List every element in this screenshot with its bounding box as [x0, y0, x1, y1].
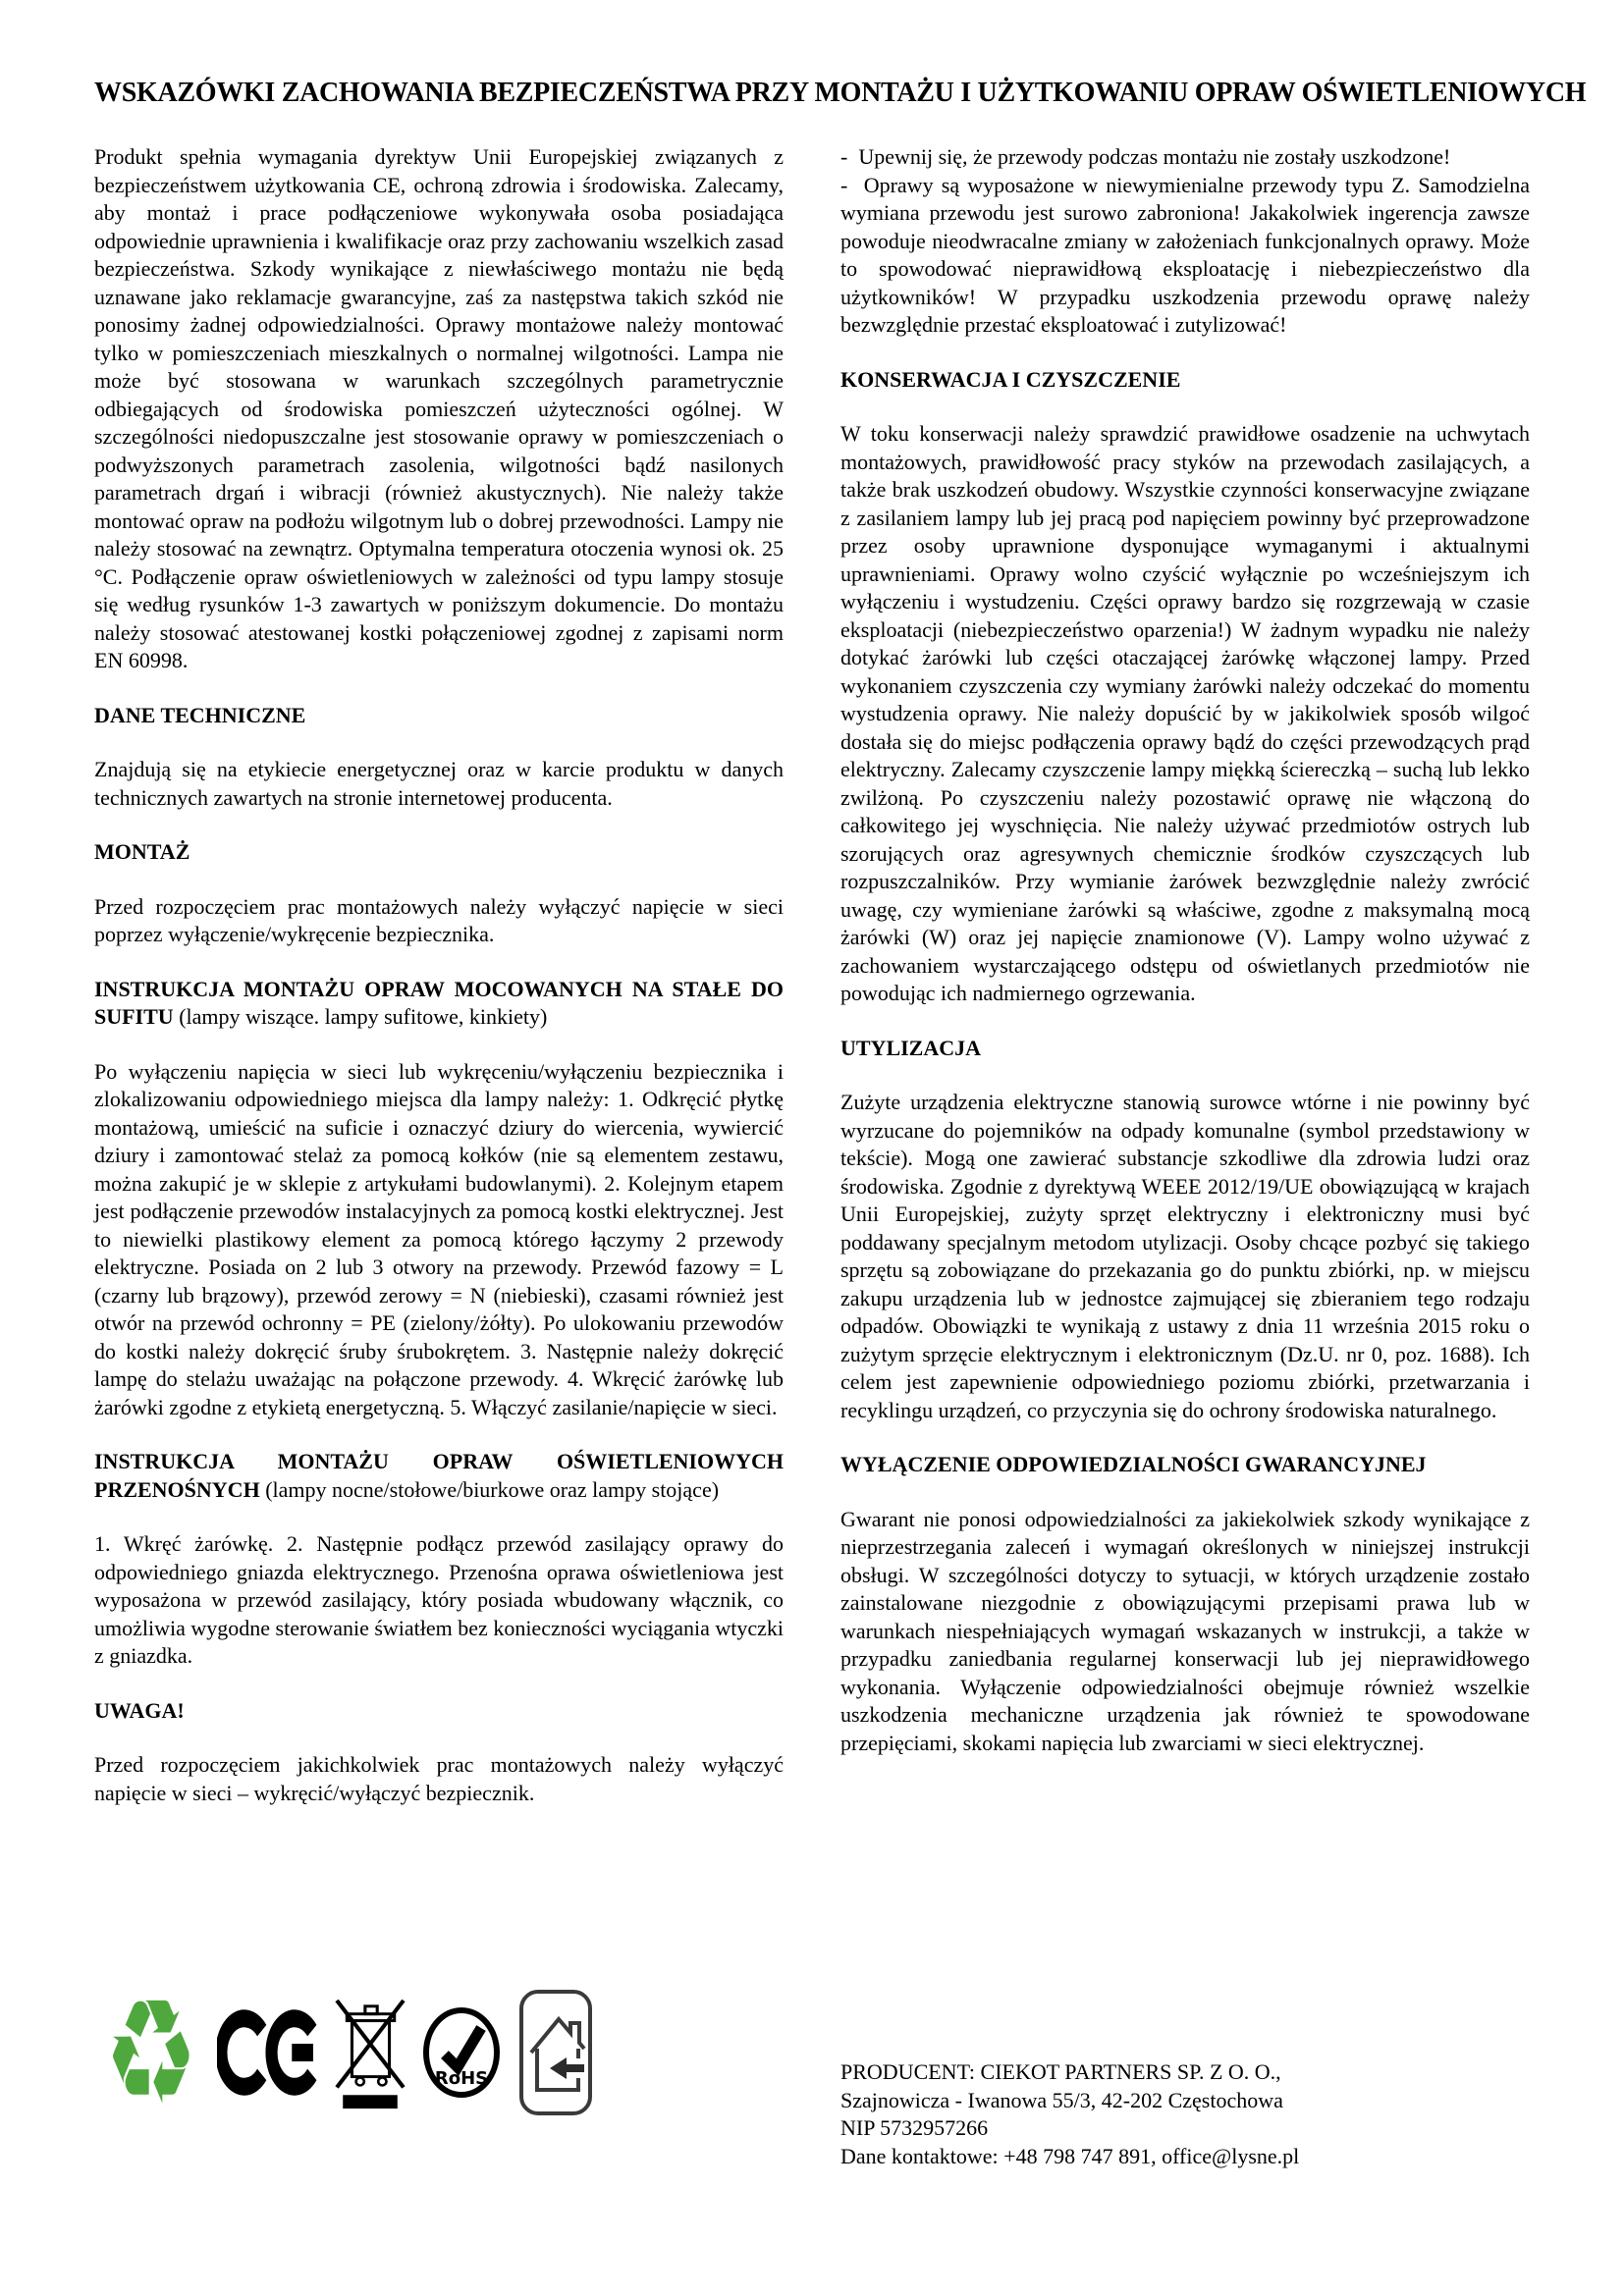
producer-address: Szajnowicza - Iwanowa 55/3, 42-202 Częstochowa: [840, 2087, 1283, 2112]
heading-montaz: MONTAŻ: [94, 839, 190, 864]
producer-name: PRODUCENT: CIEKOT PARTNERS SP. Z O. O.,: [840, 2059, 1281, 2084]
producer-contact: Dane kontaktowe: +48 798 747 891, office@lysne.pl: [840, 2143, 1300, 2168]
left-column: [94, 143, 784, 2210]
dane-techniczne-paragraph: Znajdują się na etykiecie energetycznej oraz w karcie produktu w danych technicznych zawartych na stronie internetowej producenta.: [94, 757, 784, 810]
rohs-label: RoHS: [434, 2068, 488, 2089]
heading-instrukcja-przenosne-bold: INSTRUKCJA MONTAŻU OPRAW OŚWIETLENIOWYCH PRZENOŚNYCH: [94, 1449, 784, 1502]
indoor-use-icon: [517, 1988, 594, 2117]
recycling-icon: ♻: [104, 1968, 198, 2137]
wylaczenie-paragraph: Gwarant nie ponosi odpowiedzialności za jakiekolwiek szkody wynikające z nieprzestrzegania zaleceń i wymagań określonych w niniejszej instrukcji obsługi. W szczególności dotyczy to sytuacji, w których urządzenie zostało zainstalowane niezgodnie z obowiązującymi przepisami prawa lub w warunkach niespełniających wymagań wskazanych w instrukcji, a także w przypadku zaniedbania regularnej konserwacji lub jej nieprawidłowego wykonania. Wyłączenie odpowiedzialności obejmuje również wszelkie uszkodzenia mechaniczne urządzenia jak również te spowodowane przepięciami, skokami napięcia lub zwarciami w sieci elektrycznej.: [840, 1506, 1530, 1755]
uwaga-paragraph: Przed rozpoczęciem jakichkolwiek prac montażowych należy wyłączyć napięcie w sieci – wykręcić/wyłączyć bezpiecznik.: [94, 1752, 784, 1805]
instrukcja-sufit-paragraph: Po wyłączeniu napięcia w sieci lub wykręceniu/wyłączeniu bezpiecznika i zlokalizowaniu odpowiedniego miejsca dla lampy należy: 1. Odkręcić płytkę montażową, umieścić na suficie i oznaczyć dziury do wiercenia, wywiercić dziury i zamontować stelaż za pomocą kołków (nie są elementem zestawu, można zakupić je w sklepie z artykułami budowlanymi). 2. Kolejnym etapem jest podłączenie przewodów instalacyjnych za pomocą kostki elektrycznej. Jest to niewielki plastikowy element za pomocą którego łączymy 2 przewody elektryczne. Posiada on 2 lub 3 otwory na przewody. Przewód fazowy = L (czarny lub brązowy), przewód zerowy = N (niebieski), czasami również jest otwór na przewód ochronny = PE (zielony/żółty). Po ulokowaniu przewodów do kostki należy dokręcić śruby śrubokrętem. 3. Następnie należy dokręcić lampę do stelażu uważając na połączone przewody. 4. Wkręcić żarówkę lub żarówki zgodne z etykietą energetyczną. 5. Włączyć zasilanie/napięcie w sieci.: [94, 1058, 784, 1419]
heading-instrukcja-sufit-bold: INSTRUKCJA MONTAŻU OPRAW MOCOWANYCH NA STAŁE DO SUFITU: [94, 976, 784, 1029]
two-column-layout: [94, 143, 1530, 2210]
heading-dane-techniczne: DANE TECHNICZNE: [94, 702, 306, 727]
heading-instrukcja-przenosne-subtitle: (lampy nocne/stołowe/biurkowe oraz lampy stojące): [259, 1476, 720, 1502]
heading-instrukcja-sufit: [94, 976, 784, 1032]
heading-utylizacja: UTYLIZACJA: [840, 1035, 982, 1060]
heading-uwaga: UWAGA!: [94, 1697, 185, 1723]
heading-instrukcja-przenosne: [94, 1448, 784, 1504]
ce-mark-icon: [217, 2008, 319, 2097]
weee-crossed-bin-icon: [335, 1995, 406, 2110]
heading-wylaczenie-odpowiedzialnosci: WYŁĄCZENIE ODPOWIEDZIALNOŚCI GWARANCYJNEJ: [840, 1452, 1427, 1476]
page-title: WSKAZÓWKI ZACHOWANIA BEZPIECZEŃSTWA PRZY MONTAŻU I UŻYTKOWANIU OPRAW OŚWIETLENIOWYCH: [94, 78, 1587, 108]
intro-paragraph: Produkt spełnia wymagania dyrektyw Unii Europejskiej związanych z bezpieczeństwem użytkowania CE, ochroną zdrowia i środowiska. Zalecamy, aby montaż i prace podłączeniowe wykonywała osoba posiadająca odpowiednie uprawnienia i kwalifikacje oraz przy zachowaniu wszelkich zasad bezpieczeństwa. Szkody wynikające z niewłaściwego montażu nie będą uznawane jako reklamacje gwarancyjne, zaś za następstwa takich szkód nie ponosimy żadnej odpowiedzialności. Oprawy montażowe należy montować tylko w pomieszczeniach mieszkalnych o normalnej wilgotności. Lampa nie może być stosowana w warunkach szczególnych parametrycznie odbiegających od środowiska pomieszczeń użyteczności ogólnej. W szczególności niedopuszczalne jest stosowanie oprawy w pomieszczeniach o podwyższonych parametrach zasolenia, wilgotności bądź nasilonych parametrach drgań i wibracji (również akustycznych). Nie należy także montować opraw na podłożu wilgotnym lub o dobrej przewodności. Lampy nie należy stosować na zewnątrz. Optymalna temperatura otoczenia wynosi ok. 25 °C. Podłączenie opraw oświetleniowych w zależności od typu lampy stosuje się według rysunków 1-3 zawartych w poniższym dokumencie. Do montażu należy stosować atestowanej kostki połączeniowej zgodnej z zapisami norm EN 60998.: [94, 144, 784, 672]
bullet-oprawy-paragraph: - Oprawy są wyposażone w niewymienialne przewody typu Z. Samodzielna wymiana przewodu jest surowo zabroniona! Jakakolwiek ingerencja zawsze powoduje nieodwracalne zmiany w założeniach funkcjonalnych oprawy. Może to spowodować nieprawidłową eksploatację i niebezpieczeństwo dla użytkowników! W przypadku uszkodzenia przewodu oprawę należy bezwzględnie przestać eksploatować i zutylizować!: [840, 172, 1530, 337]
producer-nip: NIP 5732957266: [840, 2115, 989, 2140]
certification-logos-row: [94, 1968, 784, 2137]
right-column: [840, 143, 1530, 2210]
heading-konserwacja: KONSERWACJA I CZYSZCZENIE: [840, 366, 1181, 392]
instrukcja-przenosne-paragraph: 1. Wkręć żarówkę. 2. Następnie podłącz przewód zasilający oprawy do odpowiedniego gniazda elektrycznego. Przenośna oprawa oświetleniowa jest wyposażona w przewód zasilający, który posiada wbudowany włącznik, co umożliwia wygodne sterowanie światłem bez konieczności wyciągania wtyczki z gniazdka.: [94, 1531, 784, 1668]
producer-info-block: [840, 2058, 1530, 2170]
montaz-paragraph: Przed rozpoczęciem prac montażowych należy wyłączyć napięcie w sieci poprzez wyłączenie/wykręcenie bezpiecznika.: [94, 893, 784, 946]
bullet-przewody-paragraph: - Upewnij się, że przewody podczas montażu nie zostały uszkodzone!: [840, 144, 1451, 169]
konserwacja-paragraph: W toku konserwacji należy sprawdzić prawidłowe osadzenie na uchwytach montażowych, prawidłowość pracy styków na przewodach zasilających, a także brak uszkodzeń obudowy. Wszystkie czynności konserwacyjne związane z zasilaniem lampy lub jej pracą pod napięciem powinny być przeprowadzone przez osoby uprawnione dysponujące wymaganymi i aktualnymi uprawnieniami. Oprawy wolno czyścić wyłącznie po wcześniejszym ich wyłączeniu i wystudzeniu. Części oprawy bardzo się rozgrzewają w czasie eksploatacji (niebezpieczeństwo oparzenia!) W żadnym wypadku nie należy dotykać żarówki lub części otaczającej żarówkę włączonej lampy. Przed wykonaniem czyszczenia czy wymiany żarówki należy odczekać do momentu wystudzenia oprawy. Nie należy dopuścić by w jakikolwiek sposób wilgoć dostała się do miejsc podłączenia oprawy bądź do części przewodzących prąd elektryczny. Zalecamy czyszczenie lampy miękką ściereczką – suchą lub lekko zwilżoną. Po czyszczeniu należy pozostawić oprawę nie włączoną do całkowitego jej wyschnięcia. Nie należy używać przedmiotów ostrych lub szorujących oraz agresywnych chemicznie środków czyszczących lub rozpuszczalników. Przy wymianie żarówek bezwzględnie należy zwrócić uwagę, czy wymieniane żarówki są właściwe, zgodne z maksymalną mocą żarówki (W) oraz jej napięcie znamionowe (V). Lampy wolno używać z zachowaniem wystarczającego odstępu od oświetlanych przedmiotów nie powodując ich nadmiernego ogrzewania.: [840, 421, 1530, 1005]
rohs-icon: [421, 2005, 502, 2100]
heading-instrukcja-sufit-subtitle: (lampy wiszące. lampy sufitowe, kinkiety): [173, 1004, 548, 1029]
utylizacja-paragraph: Zużyte urządzenia elektryczne stanowią surowce wtórne i nie powinny być wyrzucane do pojemników na odpady komunalne (symbol przedstawiony w tekście). Mogą one zawierać substancje szkodliwe dla zdrowia ludzi oraz środowiska. Zgodnie z dyrektywą WEEE 2012/19/UE obowiązującą w krajach Unii Europejskiej, zużyty sprzęt elektryczny i elektroniczny musi być poddawany specjalnym metodom utylizacji. Osoby chcące pozbyć się takiego sprzętu są zobowiązane do przekazania go do punktu zbiórki, np. w miejscu zakupu urządzenia lub w jednostce zajmującej się zbieraniem tego rodzaju odpadów. Obowiązki te wynikają z ustawy z dnia 11 września 2015 roku o zużytym sprzęcie elektrycznym i elektronicznym (Dz.U. nr 0, poz. 1688). Ich celem jest zapewnienie odpowiedniego poziomu zbiórki, przetwarzania i recyklingu urządzeń, co przyczynia się do ochrony środowiska naturalnego.: [840, 1090, 1530, 1422]
